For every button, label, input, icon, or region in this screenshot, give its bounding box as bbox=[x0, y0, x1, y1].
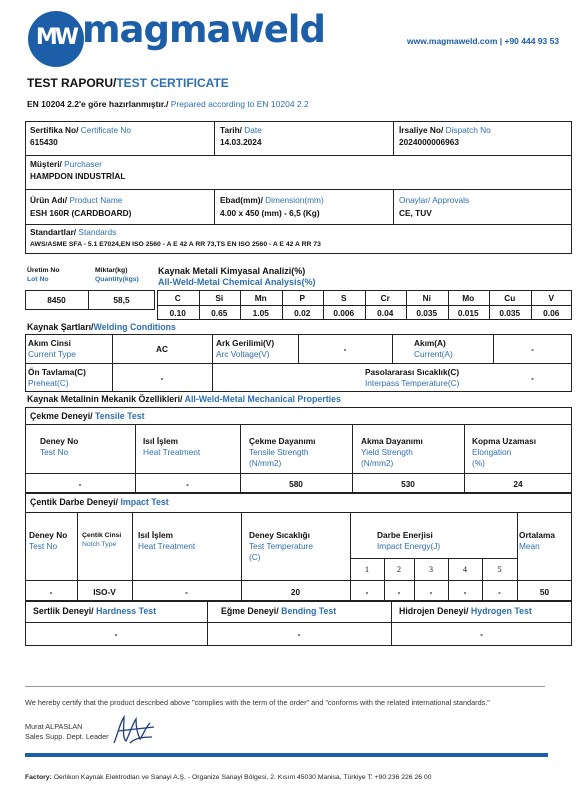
document-subtitle: EN 10204 2.2'e göre hazırlanmıştır./ Prepared according to EN 10204 2.2 bbox=[27, 99, 309, 109]
interpass-value: - bbox=[531, 373, 534, 383]
chem-value-cr: 0.04 bbox=[377, 308, 394, 318]
impact-test-no-value: - bbox=[49, 587, 53, 597]
chem-element-si: Si bbox=[215, 293, 224, 303]
signer-name: Murat ALPASLAN bbox=[25, 722, 83, 731]
yield-strength-header: Akma Dayanımı Yield Strength (N/mm2) bbox=[361, 436, 423, 468]
elongation-header: Kopma Uzaması Elongation (%) bbox=[472, 436, 537, 468]
purchaser-value: HAMPDON INDUSTRİAL bbox=[30, 171, 126, 181]
dispatch-no-value: 2024000006963 bbox=[399, 137, 459, 147]
chem-element-ni: Ni bbox=[422, 293, 431, 303]
chem-value-s: 0.006 bbox=[333, 308, 355, 318]
interpass-label: Pasolararası Sıcaklık(C) Interpass Temperature(C) bbox=[365, 367, 460, 388]
dispatch-no-label: İrsaliye No/ Dispatch No bbox=[399, 125, 491, 135]
impact-energy-number-1: 1 bbox=[364, 565, 370, 574]
chem-element-mn: Mn bbox=[254, 293, 267, 303]
certificate-no-value: 615430 bbox=[30, 137, 58, 147]
chem-value-si: 0.65 bbox=[211, 308, 228, 318]
chem-value-mo: 0.015 bbox=[457, 308, 479, 318]
quantity-label: Miktar(kg) Quantity(kgs) bbox=[95, 267, 139, 283]
hydrogen-test-label: Hidrojen Deneyi/ Hydrogen Test bbox=[399, 606, 532, 616]
impact-energy-number-4: 4 bbox=[462, 565, 468, 574]
tensile-heat-treatment-value: - bbox=[186, 479, 189, 489]
mean-value: 50 bbox=[539, 587, 550, 597]
date-value: 14.03.2024 bbox=[220, 137, 262, 147]
chem-value-v: 0.06 bbox=[543, 308, 560, 318]
notch-type-header: Çentik Cinsi Notch Type bbox=[82, 532, 122, 548]
bending-test-value: - bbox=[297, 629, 301, 639]
contact-info: www.magmaweld.com | +90 444 93 53 bbox=[407, 36, 560, 46]
chem-element-s: S bbox=[340, 293, 347, 303]
elongation-value: 24 bbox=[513, 479, 523, 489]
tensile-test-title: Çekme Deneyi/ Tensile Test bbox=[30, 411, 145, 421]
mechanical-title: Kaynak Metalinin Mekanik Özellikleri/ All-Weld-Metal Mechanical Properties bbox=[27, 394, 341, 404]
current-type-label: Akım Cinsi Current Type bbox=[28, 338, 76, 359]
notch-type-value: ISO-V bbox=[93, 587, 116, 597]
chem-element-cu: Cu bbox=[504, 293, 516, 303]
approvals-label: Onaylar/ Approvals bbox=[399, 195, 470, 205]
current-label: Akım(A) Current(A) bbox=[414, 338, 453, 359]
preheat-label: Ön Tavlama(C) Preheat(C) bbox=[28, 367, 86, 388]
chemical-analysis-title: Kaynak Metali Kimyasal Analizi(%) All-Weld-Metal Chemical Analysis(%) bbox=[158, 266, 316, 287]
chem-element-cr: Cr bbox=[380, 293, 390, 303]
chem-element-c: C bbox=[174, 293, 181, 303]
purchaser-label: Müşteri/ Purchaser bbox=[30, 159, 102, 169]
current-value: - bbox=[531, 344, 534, 354]
chem-value-mn: 1.05 bbox=[252, 308, 269, 318]
tensile-strength-header: Çekme Dayanımı Tensile Strength (N/mm2) bbox=[249, 436, 316, 468]
factory-address: Factory: Oerlikon Kaynak Elektrodları ve Sanayi A.Ş. - Organize Sanayi Bölgesi, 2. Kısım 45030 Manisa, Türkiye T: +90 236 226 26 00 bbox=[25, 774, 432, 781]
impact-heat-treatment-header: Isıl İşlem Heat Treatment bbox=[138, 530, 196, 551]
impact-energy-number-2: 2 bbox=[396, 565, 402, 574]
impact-energy-value-1: - bbox=[365, 587, 369, 597]
dimension-label: Ebad(mm)/ Dimension(mm) bbox=[220, 195, 324, 205]
chem-element-mo: Mo bbox=[462, 293, 475, 303]
standards-label: Standartlar/ Standards bbox=[30, 227, 117, 237]
chem-value-p: 0.02 bbox=[294, 308, 311, 318]
impact-energy-value-5: - bbox=[498, 587, 501, 597]
tensile-test-no-header: Deney No Test No bbox=[40, 436, 79, 457]
impact-heat-treatment-value: - bbox=[185, 587, 188, 597]
hydrogen-test-value: - bbox=[480, 629, 483, 639]
hardness-test-label: Sertlik Deneyi/ Hardness Test bbox=[33, 606, 157, 616]
date-label: Tarih/ Date bbox=[220, 125, 262, 135]
impact-test-title: Çentik Darbe Deneyi/ Impact Test bbox=[30, 497, 169, 507]
tensile-heat-treatment-header: Isıl İşlem Heat Treatment bbox=[143, 436, 201, 457]
arc-voltage-value: - bbox=[343, 344, 347, 354]
preheat-value: - bbox=[160, 373, 164, 383]
footer-bar bbox=[25, 753, 548, 757]
certification-statement: We hereby certify that the product described above "complies with the term of the order" and "conforms with the related international standards." bbox=[25, 698, 490, 707]
test-temperature-header: Deney Sıcaklığı Test Temperature (C) bbox=[249, 530, 313, 562]
impact-test-no-header: Deney No Test No bbox=[29, 530, 68, 551]
chem-value-ni: 0.035 bbox=[416, 308, 438, 318]
document-title: TEST RAPORU/TEST CERTIFICATE bbox=[27, 76, 229, 90]
impact-energy-header: Darbe Enerjisi Impact Energy(J) bbox=[377, 530, 441, 551]
impact-energy-value-4: - bbox=[463, 587, 467, 597]
impact-energy-value-2: - bbox=[397, 587, 401, 597]
lot-no-label: Üretim No Lot No bbox=[27, 267, 60, 283]
product-name-value: ESH 160R (CARDBOARD) bbox=[30, 208, 132, 218]
current-type-value: AC bbox=[156, 344, 168, 354]
impact-energy-value-3: - bbox=[429, 587, 433, 597]
bending-test-label: Eğme Deneyi/ Bending Test bbox=[221, 606, 337, 616]
chem-value-cu: 0.035 bbox=[499, 308, 521, 318]
signer-role: Sales Supp. Dept. Leader bbox=[25, 732, 109, 741]
chem-value-c: 0.10 bbox=[169, 308, 186, 318]
arc-voltage-label: Ark Gerilimi(V) Arc Voltage(V) bbox=[216, 338, 275, 359]
chem-element-v: V bbox=[548, 293, 555, 303]
standards-value: AWS/ASME SFA - 5.1 E7024,EN ISO 2560 - A E 42 A RR 73,TS EN ISO 2560 - A E 42 A RR 73 bbox=[30, 241, 321, 248]
brand-logo-mark: MW bbox=[28, 11, 84, 67]
tensile-strength-value: 580 bbox=[289, 479, 303, 489]
test-temperature-value: 20 bbox=[290, 587, 301, 597]
quantity-value: 58,5 bbox=[113, 295, 130, 305]
impact-energy-number-3: 3 bbox=[428, 565, 434, 574]
certificate-no-label: Sertifika No/ Certificate No bbox=[30, 125, 131, 135]
brand-logo-text: magmaweld bbox=[82, 8, 325, 51]
welding-conditions-title: Kaynak Şartları/Welding Conditions bbox=[27, 322, 176, 332]
certification-divider bbox=[25, 686, 545, 687]
hardness-test-value: - bbox=[114, 629, 118, 639]
impact-energy-number-5: 5 bbox=[497, 565, 502, 574]
lot-no-value: 8450 bbox=[47, 295, 66, 305]
approvals-value: CE, TUV bbox=[399, 208, 432, 218]
chem-element-p: P bbox=[299, 293, 306, 303]
mean-header: Ortalama Mean bbox=[519, 530, 555, 551]
tensile-test-no-value: - bbox=[78, 479, 82, 489]
dimension-value: 4.00 x 450 (mm) - 6,5 (Kg) bbox=[220, 208, 320, 218]
product-name-label: Ürün Adı/ Product Name bbox=[30, 195, 123, 205]
signature-image bbox=[110, 713, 158, 747]
yield-strength-value: 530 bbox=[401, 479, 415, 489]
